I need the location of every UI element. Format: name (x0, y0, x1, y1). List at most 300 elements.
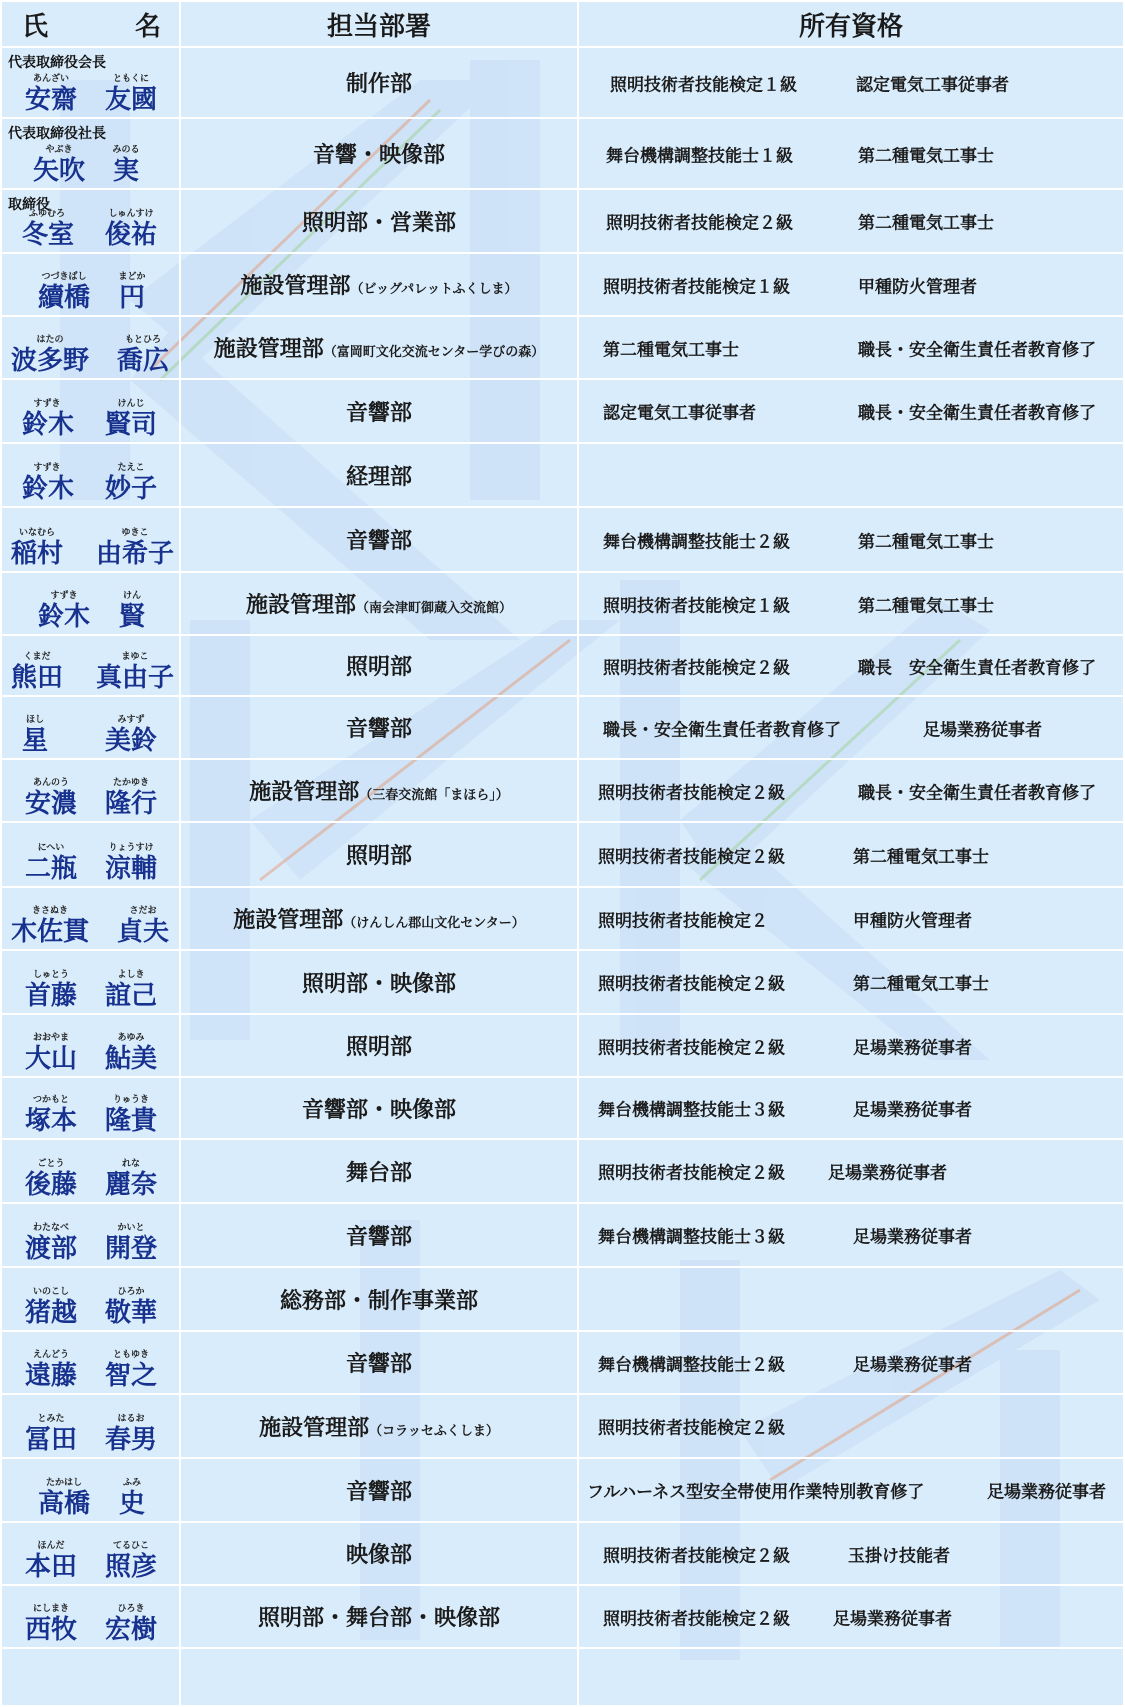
family-name (22, 463, 75, 504)
header-qual: 所有資格 (578, 1, 1124, 47)
given-name (112, 1478, 152, 1519)
qualification-cell (578, 189, 1124, 253)
department-cell (180, 1203, 578, 1267)
department-cell (180, 316, 578, 379)
given-name-kanji: 隆貴 (104, 1106, 157, 1136)
family-name-reading: しゅとう (32, 970, 69, 980)
family-name (22, 1033, 80, 1074)
qualification-2: 職長・安全衛生責任者教育修了 (858, 783, 1096, 803)
family-name-kanji: 西牧 (24, 1615, 77, 1645)
qualification-cell (578, 379, 1124, 443)
qualification-cell (578, 822, 1124, 887)
given-name (100, 1033, 162, 1074)
department-cell (180, 1522, 578, 1585)
family-name (22, 1287, 80, 1328)
family-name-kanji: 猪越 (24, 1298, 77, 1328)
qualification-2: 職長・安全衛生責任者教育修了 (858, 340, 1096, 360)
qualification-2: 足場業務従事者 (853, 1038, 972, 1058)
table-row (1, 1077, 1124, 1139)
given-name-reading: ふみ (122, 1478, 141, 1488)
qualification-1: 第二種電気工事士 (603, 340, 739, 360)
given-name (100, 463, 162, 504)
given-name-reading: まゆこ (121, 652, 149, 662)
department-facility: （コラッセふくしま） (369, 1423, 499, 1439)
family-name-kanji: 矢吹 (32, 156, 85, 186)
qualification-2: 足場業務従事者 (853, 1100, 972, 1121)
given-name (100, 1350, 162, 1391)
family-name-reading: ほし (25, 715, 44, 725)
family-name-reading: おおやま (32, 1033, 69, 1043)
table-row (1, 759, 1124, 822)
name-cell (1, 572, 180, 635)
given-name-reading: けんじ (117, 399, 145, 409)
name-cell (1, 1014, 180, 1077)
family-name-kanji: 鈴木 (22, 410, 75, 440)
given-name-reading: みのる (112, 145, 140, 155)
name-cell (1, 1331, 180, 1394)
family-name-kanji: 高橋 (37, 1489, 90, 1519)
family-name-kanji: 首藤 (24, 981, 77, 1011)
family-name (22, 1541, 80, 1582)
department-name: 音響部 (345, 1352, 412, 1377)
department-name: 音響部 (345, 400, 412, 426)
department-cell (180, 1267, 578, 1331)
qualification-cell (578, 316, 1124, 379)
table-row (1, 443, 1124, 507)
name-cell (1, 316, 180, 379)
qualification-cell (578, 1522, 1124, 1585)
family-name (22, 715, 48, 756)
family-name (22, 1223, 80, 1264)
given-name-kanji: 麗奈 (104, 1170, 157, 1200)
given-name-kanji: 真由子 (95, 663, 174, 693)
qualification-1: 照明技術者技能検定２級 (598, 974, 785, 995)
qualification-cell (578, 1331, 1124, 1394)
table-row (1, 118, 1124, 189)
family-name-reading: あんのう (32, 778, 69, 788)
department-name: 照明部 (345, 844, 412, 869)
given-name-kanji: 由希子 (95, 539, 174, 569)
qualification-cell (578, 1458, 1124, 1522)
department-name: 照明部・営業部 (301, 210, 456, 236)
family-name (22, 778, 80, 819)
empty-cell (578, 1648, 1124, 1706)
qualification-1: 職長・安全衛生責任者教育修了 (603, 720, 841, 740)
family-name-kanji: 大山 (24, 1044, 77, 1074)
qualification-1: 照明技術者技能検定２級 (603, 658, 790, 678)
given-name (88, 528, 182, 569)
qualification-1: 舞台機構調整技能士３級 (598, 1227, 785, 1248)
given-name-kanji: 美鈴 (104, 726, 157, 756)
header-name (1, 1, 180, 47)
qualification-2: 甲種防火管理者 (858, 277, 977, 297)
name-cell (1, 1585, 180, 1648)
table-row (1, 572, 1124, 635)
qualification-2: 玉掛け技能者 (848, 1546, 950, 1566)
qualification-cell (578, 696, 1124, 759)
department-cell (180, 572, 578, 635)
qualification-2: 第二種電気工事士 (858, 146, 994, 166)
department-facility: （ビッグパレットふくしま） (350, 282, 518, 297)
given-name (112, 906, 174, 947)
qualification-2: 足場業務従事者 (923, 720, 1042, 740)
family-name (22, 399, 75, 440)
department-name: 制作部 (345, 72, 412, 97)
qualification-2: 職長 安全衛生責任者教育修了 (858, 658, 1096, 678)
table-row (1, 1014, 1124, 1077)
name-cell (1, 189, 180, 253)
qualification-cell (578, 443, 1124, 507)
qualification-2: 足場業務従事者 (853, 1355, 972, 1375)
qualification-1: 照明技術者技能検定２級 (598, 783, 785, 803)
family-name-reading: にへい (37, 843, 65, 853)
given-name-reading: かいと (117, 1223, 145, 1233)
department-name: 施設管理部 (240, 274, 351, 299)
name-cell (1, 1394, 180, 1458)
given-name-kanji: 隆行 (104, 789, 157, 819)
department-name: 照明部 (345, 1035, 412, 1060)
family-name-kanji: 稲村 (10, 539, 63, 569)
family-name-reading: あんざい (32, 74, 69, 84)
given-name (100, 145, 152, 186)
given-name-kanji: 智之 (104, 1361, 157, 1391)
given-name-reading: てるひこ (112, 1541, 149, 1551)
family-name (22, 970, 80, 1011)
given-name-reading: はるお (117, 1414, 145, 1424)
qualification-cell (578, 1267, 1124, 1331)
family-name (34, 1478, 94, 1519)
department-name: 映像部 (345, 1543, 412, 1568)
family-name-kanji: 冨田 (24, 1425, 77, 1455)
family-name (22, 843, 80, 884)
given-name-reading: りょうすけ (108, 843, 154, 853)
department-name: 施設管理部 (245, 593, 356, 618)
qualification-2: 認定電気工事従事者 (856, 75, 1009, 95)
given-name-kanji: 春男 (104, 1425, 157, 1455)
family-name-reading: きさぬき (31, 906, 68, 916)
department-name: 照明部・舞台部・映像部 (257, 1606, 500, 1631)
family-name-kanji: 木佐貫 (10, 917, 89, 947)
given-name (100, 1095, 162, 1136)
header-name-left: 氏 (22, 11, 49, 42)
empty-cell (1, 1648, 180, 1706)
given-name-kanji: 俊祐 (104, 220, 157, 250)
qualification-cell (578, 47, 1124, 118)
name-cell (1, 950, 180, 1014)
empty-cell (180, 1648, 578, 1706)
table-row (1, 950, 1124, 1014)
qualification-cell (578, 635, 1124, 696)
qualification-1: 照明技術者技能検定１級 (603, 277, 790, 297)
qualification-cell (578, 1014, 1124, 1077)
family-name (8, 652, 66, 693)
family-name (34, 591, 94, 632)
given-name-kanji: 宏樹 (104, 1615, 157, 1645)
qualification-1: 照明技術者技能検定２級 (598, 1038, 785, 1058)
table-row (1, 1139, 1124, 1203)
table-row (1, 635, 1124, 696)
family-name-reading: ふゆむろ (28, 209, 65, 219)
given-name-reading: りゅうき (112, 1095, 149, 1105)
given-name-reading: さだお (129, 906, 157, 916)
qualification-1: 照明技術者技能検定２級 (603, 1609, 790, 1629)
table-row (1, 47, 1124, 118)
family-name-reading: くまだ (23, 652, 51, 662)
family-name-kanji: 塚本 (24, 1106, 77, 1136)
table-row (1, 1522, 1124, 1585)
qualification-2: 足場業務従事者 (853, 1227, 972, 1248)
department-facility: （富岡町文化交流センター学びの森） (323, 345, 545, 360)
family-name (22, 1604, 80, 1645)
family-name (30, 145, 88, 186)
department-cell (180, 696, 578, 759)
given-name-reading: よしき (117, 970, 145, 980)
qualification-1: 舞台機構調整技能士２級 (598, 1355, 785, 1375)
qualification-2: 第二種電気工事士 (858, 596, 994, 616)
qualification-2: 第二種電気工事士 (858, 532, 994, 552)
department-cell (180, 822, 578, 887)
family-name-reading: えんどう (32, 1350, 69, 1360)
department-name: 施設管理部 (259, 1415, 370, 1441)
family-name-reading: つかもと (32, 1095, 69, 1105)
table-row (1, 1267, 1124, 1331)
family-name (22, 1350, 80, 1391)
name-cell (1, 1458, 180, 1522)
qualification-2: 足場業務従事者 (833, 1609, 952, 1629)
department-cell (180, 1458, 578, 1522)
department-cell (180, 507, 578, 572)
qualification-1: 舞台機構調整技能士１級 (606, 146, 793, 166)
name-cell (1, 1139, 180, 1203)
family-name-reading: たかはし (45, 1478, 82, 1488)
family-name-reading: すずき (33, 463, 61, 473)
department-cell (180, 759, 578, 822)
given-name-kanji: 照彦 (104, 1552, 157, 1582)
name-cell (1, 1522, 180, 1585)
family-name-kanji: 冬室 (22, 220, 75, 250)
family-name-reading: ほんだ (37, 1541, 65, 1551)
qualification-cell (578, 887, 1124, 950)
given-name-kanji: 鮎美 (104, 1044, 157, 1074)
given-name (100, 1414, 162, 1455)
family-name-kanji: 本田 (24, 1552, 77, 1582)
qualification-cell (578, 1077, 1124, 1139)
table-row (1, 1203, 1124, 1267)
name-cell (1, 635, 180, 696)
header-row (1, 1, 1124, 47)
given-name-reading: あゆみ (117, 1033, 145, 1043)
department-cell (180, 189, 578, 253)
name-cell (1, 759, 180, 822)
family-name-reading: とみた (37, 1414, 65, 1424)
department-name: 音響部 (345, 1224, 412, 1250)
family-name-kanji: 熊田 (10, 663, 63, 693)
table-row (1, 1394, 1124, 1458)
job-title: 代表取締役会長 (8, 55, 106, 71)
department-cell (180, 1077, 578, 1139)
table-row (1, 507, 1124, 572)
qualification-cell (578, 1585, 1124, 1648)
department-cell (180, 1014, 578, 1077)
table-row (1, 1331, 1124, 1394)
qualification-1: 照明技術者技能検定２級 (603, 1546, 790, 1566)
header-dept: 担当部署 (180, 1, 578, 47)
given-name-reading: けん (122, 591, 141, 601)
department-cell (180, 635, 578, 696)
given-name-kanji: 賢司 (104, 410, 157, 440)
given-name (100, 843, 162, 884)
given-name-kanji: 貞夫 (116, 917, 169, 947)
given-name (100, 1287, 162, 1328)
given-name-reading: ともゆき (112, 1350, 149, 1360)
department-facility: （三春交流館「まほら」） (359, 788, 509, 803)
department-name: 音響部 (345, 529, 412, 554)
table-row (1, 379, 1124, 443)
family-name (8, 335, 92, 376)
department-name: 照明部 (345, 655, 412, 680)
department-facility: （南会津町御蔵入交流館） (356, 601, 513, 616)
given-name-reading: ひろか (117, 1287, 145, 1297)
qualification-1: 照明技術者技能検定１級 (603, 596, 790, 616)
department-cell (180, 118, 578, 189)
department-name: 施設管理部 (233, 908, 344, 933)
qualification-cell (578, 253, 1124, 316)
department-cell (180, 887, 578, 950)
job-title: 代表取締役社長 (8, 126, 106, 142)
given-name-kanji: 妙子 (104, 474, 157, 504)
table-row (1, 316, 1124, 379)
given-name-kanji: 賢 (118, 602, 145, 632)
qualification-cell (578, 1394, 1124, 1458)
given-name-reading: ひろき (117, 1604, 145, 1614)
given-name-reading: たえこ (117, 463, 145, 473)
qualification-2: 第二種電気工事士 (853, 847, 989, 867)
family-name-reading: やぶき (45, 145, 73, 155)
family-name-reading: はたの (36, 335, 64, 345)
department-facility: （けんしん郡山文化センター） (343, 916, 525, 931)
given-name-kanji: 喬広 (116, 346, 169, 376)
given-name-reading: みすず (117, 715, 145, 725)
given-name-kanji: 実 (112, 156, 139, 186)
department-cell (180, 47, 578, 118)
family-name-reading: いのこし (32, 1287, 69, 1297)
given-name-kanji: 友國 (104, 85, 157, 115)
given-name (88, 652, 182, 693)
family-name-reading: つづきばし (41, 272, 87, 282)
qualification-cell (578, 759, 1124, 822)
family-name (22, 1159, 80, 1200)
qualification-cell (578, 507, 1124, 572)
qualification-1: 照明技術者技能検定２級 (598, 1418, 785, 1439)
name-cell (1, 507, 180, 572)
family-name-reading: ごとう (37, 1159, 65, 1169)
given-name-reading: れな (121, 1159, 140, 1169)
given-name (100, 970, 162, 1011)
qualification-1: 照明技術者技能検定２級 (598, 1163, 785, 1184)
family-name-kanji: 星 (22, 726, 49, 756)
name-cell (1, 1077, 180, 1139)
family-name (22, 74, 80, 115)
qualification-1: 舞台機構調整技能士３級 (598, 1100, 785, 1121)
family-name (34, 272, 94, 313)
qualification-2: 足場業務従事者 (828, 1163, 947, 1184)
qualification-cell (578, 1203, 1124, 1267)
department-name: 音響部 (345, 1479, 412, 1505)
table-row (1, 189, 1124, 253)
family-name-kanji: 二瓶 (24, 854, 77, 884)
qualification-cell (578, 1139, 1124, 1203)
family-name-kanji: 後藤 (24, 1170, 77, 1200)
qualification-1: 照明技術者技能検定１級 (610, 75, 797, 95)
job-title: 取締役 (8, 197, 50, 213)
given-name-kanji: 史 (118, 1489, 145, 1519)
qualification-1: 照明技術者技能検定２級 (598, 847, 785, 867)
department-cell (180, 950, 578, 1014)
qualification-cell (578, 118, 1124, 189)
table-row (1, 1458, 1124, 1522)
given-name-reading: たかゆき (112, 778, 149, 788)
family-name-kanji: 續橋 (37, 283, 90, 313)
qualification-cell (578, 950, 1124, 1014)
family-name-kanji: 鈴木 (37, 602, 90, 632)
given-name (100, 1223, 162, 1264)
family-name (22, 1414, 80, 1455)
department-name: 音響部・映像部 (301, 1097, 456, 1123)
qualification-1: 舞台機構調整技能士２級 (603, 532, 790, 552)
given-name-kanji: 涼輔 (104, 854, 157, 884)
name-cell (1, 379, 180, 443)
qualification-2: 職長・安全衛生責任者教育修了 (858, 403, 1096, 424)
given-name-kanji: 敬華 (104, 1298, 157, 1328)
table-row (1, 253, 1124, 316)
given-name-reading: まどか (118, 272, 146, 282)
name-cell (1, 1267, 180, 1331)
qualification-2: 第二種電気工事士 (858, 213, 994, 234)
family-name (22, 1095, 80, 1136)
family-name (8, 528, 66, 569)
department-name: 施設管理部 (213, 337, 324, 362)
family-name-reading: わたなべ (32, 1223, 69, 1233)
qualification-1: 照明技術者技能検定２級 (606, 213, 793, 234)
family-name-reading: すずき (33, 399, 61, 409)
name-cell (1, 1203, 180, 1267)
qualification-2: 足場業務従事者 (987, 1482, 1106, 1503)
family-name (22, 209, 75, 250)
qualification-1: 認定電気工事従事者 (603, 403, 756, 424)
name-cell (1, 47, 180, 118)
family-name-kanji: 安濃 (24, 789, 77, 819)
name-cell (1, 696, 180, 759)
qualification-2: 第二種電気工事士 (853, 974, 989, 995)
given-name (112, 272, 152, 313)
department-name: 音響部 (345, 717, 412, 742)
given-name (100, 399, 162, 440)
given-name (100, 715, 162, 756)
given-name-reading: しゅんすけ (108, 209, 154, 219)
department-cell (180, 379, 578, 443)
header-name-right: 名 (134, 11, 161, 42)
family-name (8, 906, 92, 947)
department-name: 音響・映像部 (312, 143, 445, 168)
given-name-reading: もとひろ (124, 335, 161, 345)
family-name-reading: すずき (50, 591, 78, 601)
given-name (100, 74, 162, 115)
table-row (1, 887, 1124, 950)
department-name: 経理部 (345, 464, 412, 490)
family-name-kanji: 波多野 (10, 346, 89, 376)
department-name: 舞台部 (345, 1160, 412, 1186)
given-name (100, 778, 162, 819)
